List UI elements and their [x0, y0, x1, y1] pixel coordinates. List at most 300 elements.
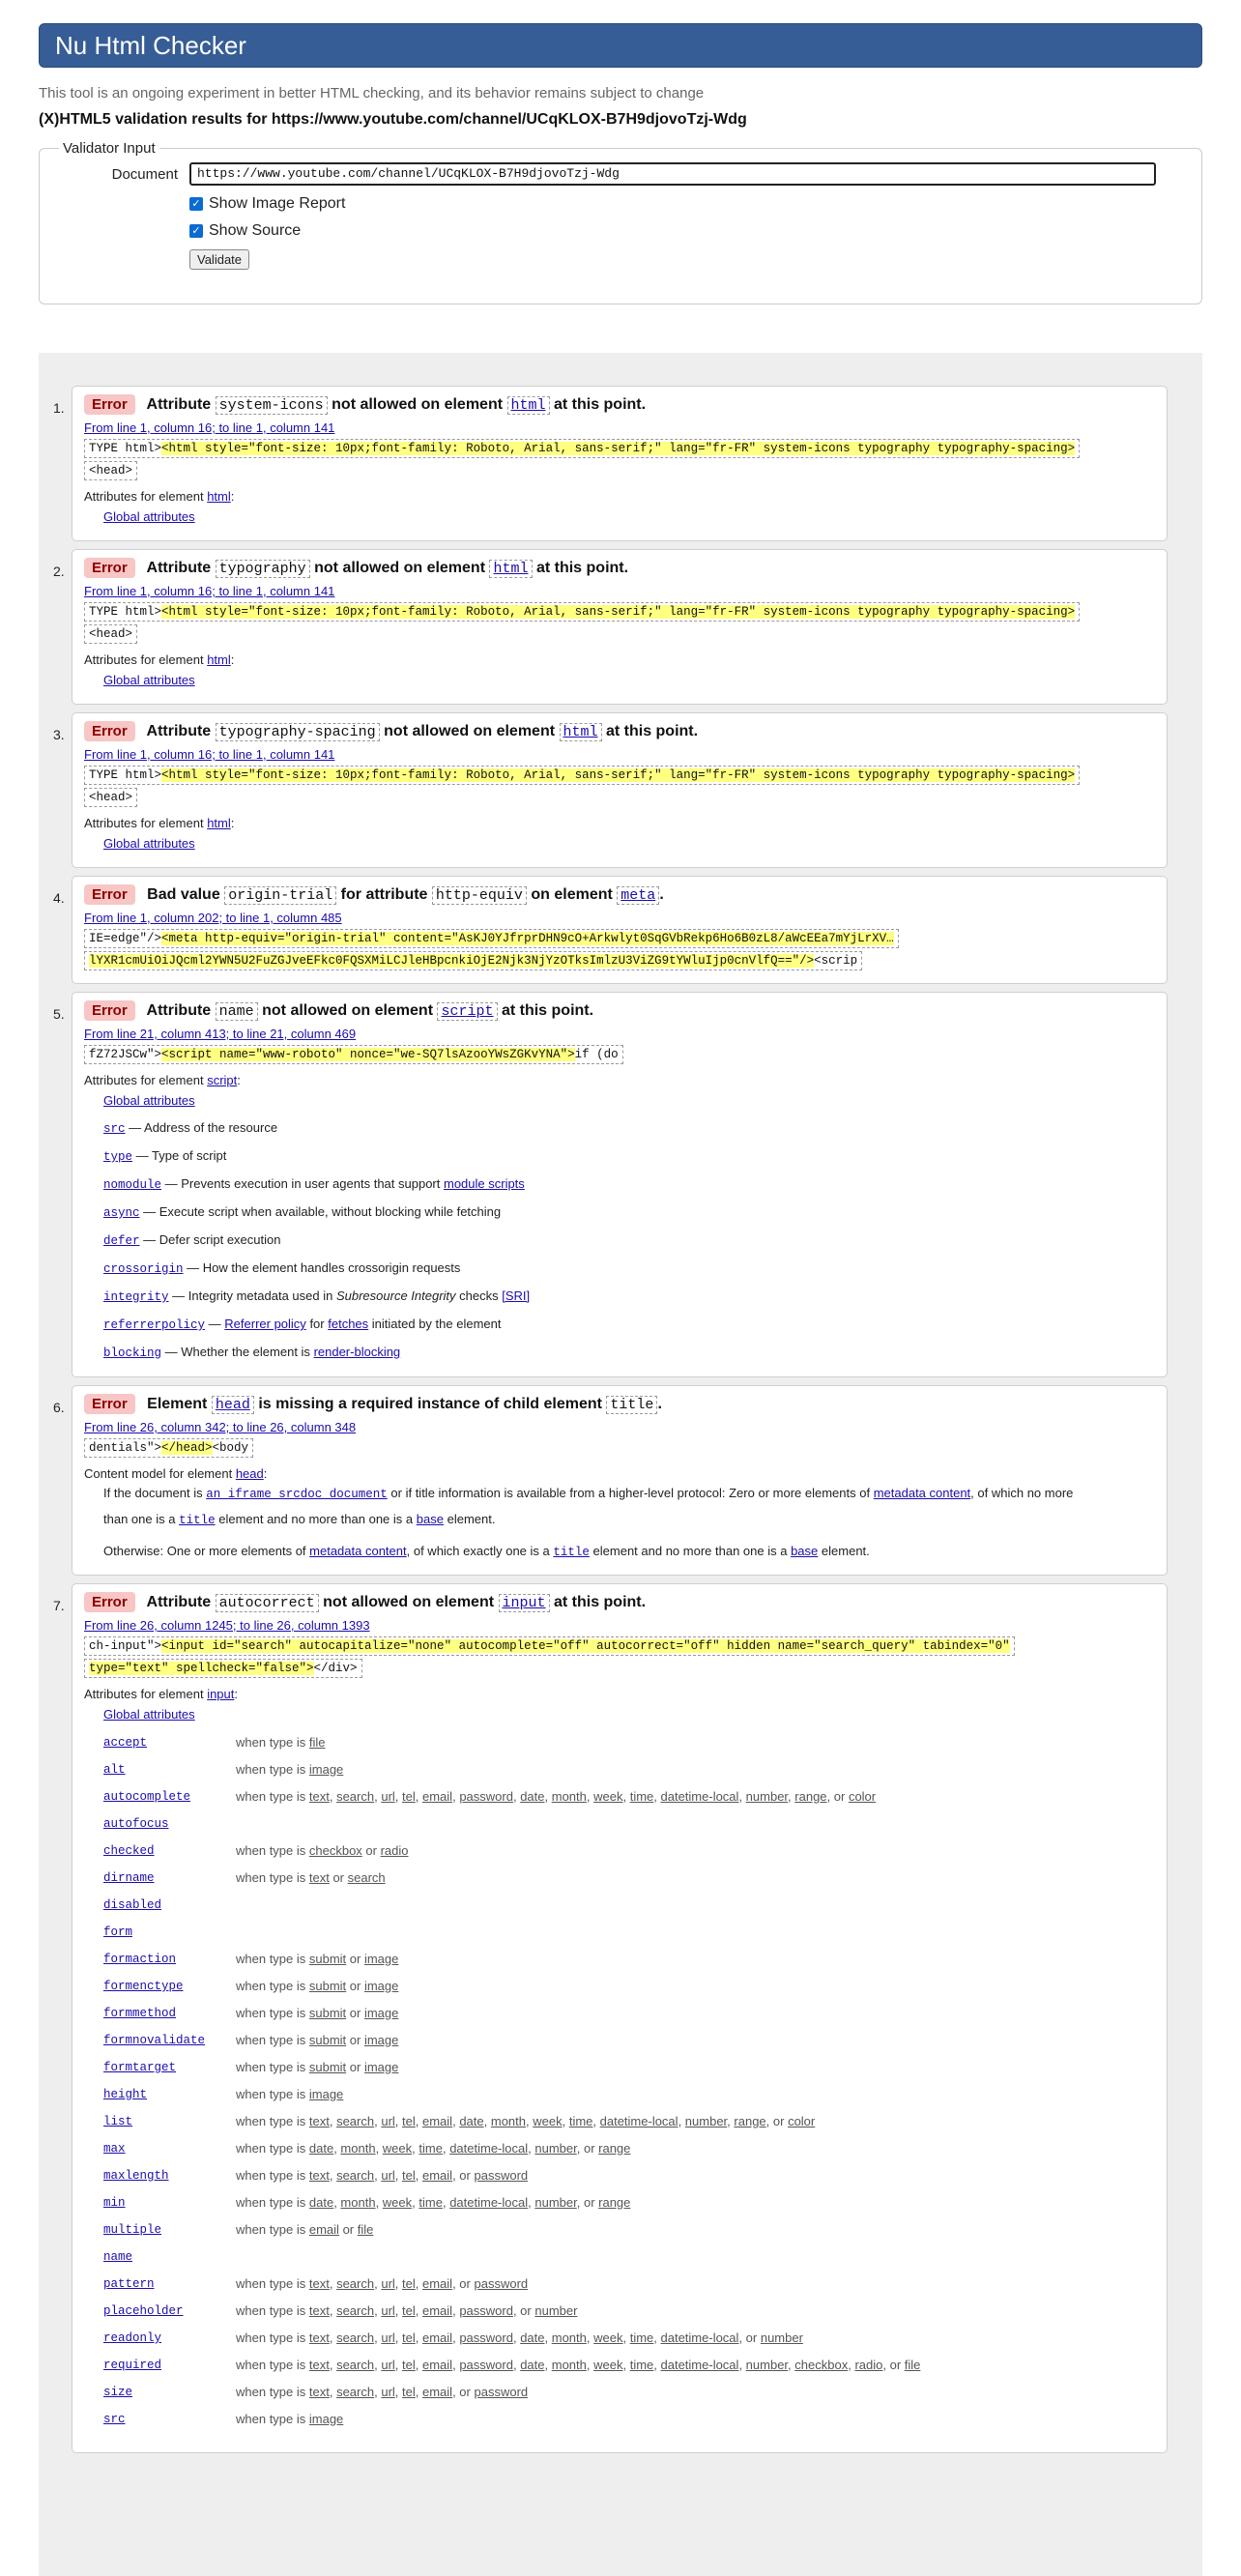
type-link[interactable]: url	[381, 2167, 395, 2183]
location-link[interactable]: From line 1, column 16; to line 1, column 141	[84, 584, 335, 598]
attr-link[interactable]: required	[103, 2359, 162, 2372]
content-model-heading: Content model for element head:	[84, 1466, 268, 1481]
type-link[interactable]: url	[381, 2330, 395, 2345]
source-extract: dentials"></head><body	[84, 1438, 253, 1458]
type-link[interactable]: time	[629, 2330, 654, 2345]
attr-link[interactable]: type	[103, 1150, 133, 1164]
error-badge: Error	[84, 394, 135, 415]
attr-row-formtarget: formtarget when type is submit or image	[103, 2059, 399, 2074]
type-link[interactable]: date	[520, 1788, 545, 1804]
attr-link[interactable]: crossorigin	[103, 1262, 184, 1276]
type-link[interactable]: range	[598, 2194, 631, 2210]
attr-link[interactable]: defer	[103, 1234, 140, 1248]
global-attributes-link[interactable]: Global attributes	[103, 509, 195, 524]
attr-link[interactable]: multiple	[103, 2223, 162, 2237]
show-source-label: Show Source	[209, 222, 302, 239]
type-link[interactable]: range	[734, 2113, 766, 2128]
element-link[interactable]: input	[502, 1595, 546, 1611]
message-4: 4. Error Bad value origin-trial for attribute http-equiv on element meta . From line 1, column 202; to line 1, column 485 IE=edge"/><meta http-equiv="origin-trial" content="AsKJ0YJfrprDHN9cO+Arkwlyt0SqGVbRekp6Ho6B0zL8/aWcEEa7mYjLrXV… lYXR1cmUiOiJQcml2YWN5U2FuZGJveEFkc0FQSXMiLCJleHBpcnkiOjE2Njk3NjYzOTksImlzU3ViZG9tYWluIjp0cnVlfQ=="/><scrip	[72, 876, 1168, 984]
type-link[interactable]: checkbox	[794, 2357, 849, 2372]
type-link[interactable]: tel	[402, 2167, 416, 2183]
attribute-code: typography-spacing	[216, 723, 380, 741]
attr-link[interactable]: max	[103, 2142, 126, 2156]
type-link[interactable]: text	[308, 2302, 330, 2318]
attr-row-name	[103, 2243, 1155, 2270]
attr-row-max: max when type is date, month, week, time, datetime-local, number, or range	[103, 2140, 631, 2156]
attr-link[interactable]: formtarget	[103, 2061, 177, 2074]
attributes-for-element: Attributes for element html:	[84, 489, 235, 504]
type-link[interactable]: number	[534, 2302, 578, 2318]
sri-link[interactable]: [SRI]	[502, 1288, 531, 1303]
attr-link[interactable]: alt	[103, 1763, 126, 1777]
attr-link[interactable]: formnovalidate	[103, 2034, 206, 2047]
message-5	[53, 992, 1168, 1377]
message-text: at this point.	[553, 1594, 647, 1610]
attr-link[interactable]: src	[103, 2413, 126, 2426]
type-link[interactable]: password	[474, 2384, 529, 2399]
type-link[interactable]: email	[422, 2113, 453, 2128]
type-link[interactable]: date	[520, 2357, 545, 2372]
attributes-for-element: Attributes for element html:	[84, 816, 235, 830]
attr-link[interactable]: readonly	[103, 2331, 162, 2345]
attr-row-alt: alt when type is image	[103, 1761, 344, 1777]
attr-link[interactable]: min	[103, 2196, 126, 2210]
type-link[interactable]: email	[422, 2330, 453, 2345]
global-attributes-link[interactable]: Global attributes	[103, 1093, 195, 1108]
type-link[interactable]: tel	[402, 2113, 416, 2128]
message-6: 6. Error Element head is missing a required instance of child element title . From line 26, column 342; to line 26, column 348 dentials"></head><body Content model for element head: If the document is an iframe srcdoc document or if title information is available from a higher-level protocol: Zero or more elements of metadata content, of which no more than one is a title element and no more than one is a base element. Otherwise: One or more elements of metadata content, of which exactly one is a title element and no more than one is a base element.	[72, 1385, 1168, 1576]
type-link[interactable]: time	[418, 2140, 443, 2156]
attr-row-referrerpolicy: referrerpolicy — Referrer policy for fetches initiated by the element	[103, 1317, 502, 1332]
attr-link[interactable]: pattern	[103, 2277, 155, 2291]
value-code: origin-trial	[224, 886, 336, 905]
module-scripts-link[interactable]: module scripts	[443, 1176, 525, 1191]
type-link[interactable]: file	[308, 1734, 326, 1750]
type-link[interactable]: search	[336, 2302, 375, 2318]
attr-row-form	[103, 1918, 1155, 1945]
type-link[interactable]: url	[381, 2302, 395, 2318]
location-link[interactable]: From line 1, column 202; to line 1, column 485	[84, 911, 342, 925]
message-text: not allowed on element	[332, 396, 504, 413]
message-2	[53, 549, 1168, 705]
attr-row-required: required when type is text, search, url, tel, email, password, date, month, week, time, datetime-local, number, checkbox, radio, or file	[103, 2357, 921, 2372]
attr-row-accept: accept when type is file	[103, 1734, 326, 1750]
type-link[interactable]: number	[745, 1788, 789, 1804]
attr-row-integrity: integrity — Integrity metadata used in Subresource Integrity checks [SRI]	[103, 1288, 531, 1304]
attr-row-dirname: dirname when type is text or search	[103, 1869, 386, 1885]
type-link[interactable]: week	[593, 2330, 623, 2345]
location-link[interactable]: From line 21, column 413; to line 21, column 469	[84, 1027, 357, 1041]
element-link[interactable]: html	[563, 724, 598, 740]
content-model-text-2: Otherwise: One or more elements of metadata content, of which exactly one is a title element and no more than one is a base element.	[103, 1544, 870, 1559]
attr-row-defer: defer — Defer script execution	[103, 1232, 281, 1248]
type-link[interactable]: email	[422, 1788, 453, 1804]
type-link[interactable]: submit	[308, 2032, 347, 2047]
type-link[interactable]: image	[363, 2032, 399, 2047]
message-text: Bad value	[147, 886, 220, 903]
type-link[interactable]: file	[357, 2221, 374, 2237]
error-badge: Error	[84, 1394, 135, 1414]
title-link[interactable]: title	[553, 1546, 590, 1559]
attr-link[interactable]: blocking	[103, 1346, 162, 1360]
message-number: 6.	[53, 1400, 65, 1415]
type-link[interactable]: password	[459, 2302, 513, 2318]
type-link[interactable]: search	[336, 2275, 375, 2291]
element-link[interactable]: html	[207, 816, 231, 830]
attr-link[interactable]: checked	[103, 1844, 155, 1858]
intro-text: This tool is an ongoing experiment in better HTML checking, and its behavior remains subject to change	[39, 85, 705, 101]
render-blocking-link[interactable]: render-blocking	[313, 1345, 401, 1359]
type-link[interactable]: search	[336, 2357, 375, 2372]
attr-row-async: async — Execute script when available, without blocking while fetching	[103, 1204, 502, 1220]
message-text: Element	[147, 1396, 208, 1412]
element-link[interactable]: meta	[620, 887, 656, 904]
error-badge: Error	[84, 721, 135, 741]
attr-link[interactable]: form	[103, 1925, 133, 1939]
type-link[interactable]: tel	[402, 1788, 416, 1804]
type-link[interactable]: month	[490, 2113, 526, 2128]
attr-row-blocking: blocking — Whether the element is render-blocking	[103, 1345, 401, 1360]
type-link[interactable]: number	[760, 2330, 803, 2345]
attr-link[interactable]: integrity	[103, 1290, 169, 1304]
title-link[interactable]: title	[179, 1514, 216, 1527]
global-attributes-link[interactable]: Global attributes	[103, 1707, 195, 1722]
fetches-link[interactable]: fetches	[328, 1317, 369, 1331]
message-text: Attribute	[146, 396, 212, 413]
attr-link[interactable]: list	[103, 2115, 133, 2128]
message-3	[53, 712, 1168, 868]
type-link[interactable]: color	[848, 1788, 877, 1804]
show-image-report-label: Show Image Report	[209, 195, 346, 212]
attr-row-size: size when type is text, search, url, tel, email, or password	[103, 2384, 529, 2399]
type-link[interactable]: text	[308, 2384, 330, 2399]
type-link[interactable]: email	[422, 2357, 453, 2372]
type-link[interactable]: search	[336, 2330, 375, 2345]
type-link[interactable]: range	[598, 2140, 631, 2156]
message-text: at this point.	[605, 723, 699, 739]
attr-link[interactable]: size	[103, 2386, 133, 2399]
show-source-option[interactable]	[189, 222, 1182, 240]
message-number: 1.	[53, 400, 65, 416]
message-text: Attribute	[146, 1594, 212, 1610]
attr-row-src: src — Address of the resource	[103, 1120, 278, 1136]
global-attributes-link[interactable]: Global attributes	[103, 836, 195, 851]
type-link[interactable]: search	[336, 1788, 375, 1804]
attr-row-placeholder: placeholder when type is text, search, url, tel, email, password, or number	[103, 2302, 578, 2318]
type-link[interactable]: text	[308, 2357, 330, 2372]
attr-link[interactable]: formmethod	[103, 2007, 177, 2020]
error-badge: Error	[84, 884, 135, 905]
type-link[interactable]: radio	[854, 2357, 883, 2372]
type-link[interactable]: week	[382, 2140, 413, 2156]
error-badge: Error	[84, 1592, 135, 1612]
type-link[interactable]: search	[336, 2167, 375, 2183]
source-extract: TYPE html><html style="font-size: 10px;font-family: Roboto, Arial, sans-serif;" lang="fr-FR" system-icons typography typography-spacing>	[84, 439, 1080, 458]
attr-row-src: src when type is image	[103, 2411, 344, 2426]
type-link[interactable]: image	[363, 2059, 399, 2074]
location-link[interactable]: From line 1, column 16; to line 1, column 141	[84, 420, 335, 435]
type-link[interactable]: image	[363, 1951, 399, 1966]
type-link[interactable]: datetime-local	[449, 2140, 529, 2156]
message-text: on element	[531, 886, 613, 903]
attr-row-formenctype: formenctype when type is submit or image	[103, 1978, 399, 1993]
location-link[interactable]: From line 26, column 342; to line 26, column 348	[84, 1420, 357, 1434]
validate-button[interactable]: Validate	[189, 249, 249, 270]
metadata-content-link[interactable]: metadata content	[309, 1544, 407, 1558]
referrer-policy-link[interactable]: Referrer policy	[224, 1317, 306, 1331]
attr-link[interactable]: height	[103, 2088, 148, 2101]
type-link[interactable]: datetime-local	[660, 1788, 739, 1804]
type-link[interactable]: time	[629, 1788, 654, 1804]
attr-row-autofocus	[103, 1809, 1155, 1837]
content-model-text-1: If the document is an iframe srcdoc document or if title information is available from a higher-level protocol: Zero or more elements of metadata content, of which no more than one is a title element and no more than one is a base element.	[103, 1486, 1074, 1527]
type-link[interactable]: week	[593, 1788, 623, 1804]
type-link[interactable]: radio	[380, 1842, 409, 1858]
type-link[interactable]: date	[520, 2330, 545, 2345]
attribute-code: name	[216, 1002, 258, 1021]
type-link[interactable]: number	[745, 2357, 789, 2372]
attributes-for-element: Attributes for element input:	[84, 1687, 239, 1701]
message-text: at this point.	[501, 1002, 594, 1019]
attribute-code: autocorrect	[216, 1594, 319, 1612]
source-extract: fZ72JSCw"><script name="www-roboto" nonce="we-SQ7lsAzooYWsZGKvYNA">if (do	[84, 1045, 623, 1064]
type-link[interactable]: file	[904, 2357, 921, 2372]
global-attributes-link[interactable]: Global attributes	[103, 673, 195, 687]
element-link[interactable]: html	[510, 397, 546, 414]
attr-row-nomodule: nomodule — Prevents execution in user agents that support module scripts	[103, 1176, 525, 1192]
attr-row-list: list when type is text, search, url, tel, email, date, month, week, time, datetime-local, number, range, or color	[103, 2113, 816, 2128]
type-link[interactable]: tel	[402, 2302, 416, 2318]
attr-row-readonly: readonly when type is text, search, url, tel, email, password, date, month, week, time, datetime-local, or number	[103, 2330, 803, 2345]
element-link[interactable]: head	[235, 1466, 264, 1481]
type-link[interactable]: tel	[402, 2330, 416, 2345]
type-link[interactable]: number	[534, 2140, 577, 2156]
document-url-input[interactable]: https://www.youtube.com/channel/UCqKLOX-B7H9djovoTzj-Wdg	[189, 162, 1156, 186]
type-link[interactable]: number	[534, 2194, 577, 2210]
attr-row-maxlength: maxlength when type is text, search, url, tel, email, or password	[103, 2167, 529, 2183]
show-image-report-checkbox[interactable]: ✓	[189, 197, 203, 211]
page-title: Nu Html Checker	[55, 30, 246, 60]
type-link[interactable]: submit	[308, 1978, 347, 1993]
type-link[interactable]: text	[308, 2275, 330, 2291]
type-link[interactable]: password	[474, 2275, 529, 2291]
attr-row-multiple: multiple when type is email or file	[103, 2221, 374, 2237]
location-link[interactable]: From line 1, column 16; to line 1, column 141	[84, 747, 335, 762]
message-text: not allowed on element	[384, 723, 556, 739]
type-link[interactable]: date	[308, 2194, 334, 2210]
type-link[interactable]: image	[308, 1761, 344, 1777]
attr-link[interactable]: autofocus	[103, 1817, 169, 1831]
base-link[interactable]: base	[791, 1544, 819, 1558]
attribute-code: http-equiv	[432, 886, 527, 905]
attribute-code: typography	[216, 560, 310, 578]
attr-link[interactable]: accept	[103, 1736, 148, 1750]
element-link[interactable]: head	[215, 1397, 250, 1413]
attr-link[interactable]: referrerpolicy	[103, 1318, 206, 1332]
source-extract-line2: lYXR1cmUiOiJQcml2YWN5U2FuZGJveEFkc0FQSXMiLCJleHBpcnkiOjE2Njk3NjYzOTksImlzU3ViZG9tYWluIjp0cnVlfQ=="/><scrip	[84, 951, 862, 970]
type-link[interactable]: tel	[402, 2384, 416, 2399]
attr-row-formmethod: formmethod when type is submit or image	[103, 2005, 399, 2020]
element-link[interactable]: script	[441, 1003, 494, 1020]
type-link[interactable]: week	[382, 2194, 413, 2210]
attr-link[interactable]: dirname	[103, 1871, 155, 1885]
type-link[interactable]: password	[474, 2167, 529, 2183]
type-link[interactable]: time	[568, 2113, 593, 2128]
iframe-srcdoc-link[interactable]: an iframe srcdoc document	[206, 1488, 388, 1501]
message-text: at this point.	[553, 396, 647, 413]
attr-row-height: height when type is image	[103, 2086, 344, 2101]
type-link[interactable]: email	[422, 2167, 453, 2183]
error-badge: Error	[84, 1000, 135, 1021]
attr-link[interactable]: placeholder	[103, 2304, 184, 2318]
base-link[interactable]: base	[416, 1512, 444, 1526]
message-text: not allowed on element	[314, 560, 486, 576]
type-link[interactable]: url	[381, 2113, 395, 2128]
type-link[interactable]: month	[551, 2330, 587, 2345]
source-extract: TYPE html><html style="font-size: 10px;font-family: Roboto, Arial, sans-serif;" lang="fr-FR" system-icons typography typography-spacing>	[84, 766, 1080, 785]
type-link[interactable]: datetime-local	[660, 2357, 739, 2372]
show-image-report-option[interactable]	[189, 195, 1182, 213]
type-link[interactable]: image	[363, 1978, 399, 1993]
type-link[interactable]: range	[794, 1788, 827, 1804]
type-link[interactable]: month	[551, 2357, 587, 2372]
type-link[interactable]: submit	[308, 2059, 347, 2074]
type-link[interactable]: image	[363, 2005, 399, 2020]
source-extract-line2: <head>	[84, 624, 137, 644]
type-link[interactable]: datetime-local	[449, 2194, 529, 2210]
type-link[interactable]: datetime-local	[660, 2330, 739, 2345]
type-link[interactable]: password	[459, 1788, 513, 1804]
attr-link[interactable]: autocomplete	[103, 1790, 191, 1804]
source-extract: IE=edge"/><meta http-equiv="origin-trial" content="AsKJ0YJfrprDHN9cO+Arkwlyt0SqGVbRekp6Ho6B0zL8/aWcEEa7mYjLrXV…	[84, 929, 899, 948]
source-extract-line2: <head>	[84, 788, 137, 807]
type-link[interactable]: text	[308, 1788, 330, 1804]
message-1	[53, 386, 1168, 541]
location-link[interactable]: From line 26, column 1245; to line 26, column 1393	[84, 1618, 370, 1633]
source-extract: ch-input"><input id="search" autocapitalize="none" autocomplete="off" autocorrect="off" hidden name="search_query" tabindex="0"	[84, 1636, 1015, 1656]
type-link[interactable]: email	[422, 2275, 453, 2291]
type-link[interactable]: month	[340, 2140, 376, 2156]
type-link[interactable]: url	[381, 1788, 395, 1804]
type-link[interactable]: search	[336, 2384, 375, 2399]
type-link[interactable]: email	[422, 2384, 453, 2399]
attr-link[interactable]: name	[103, 2250, 133, 2264]
attr-link[interactable]: nomodule	[103, 1178, 162, 1192]
type-link[interactable]: image	[308, 2086, 344, 2101]
type-link[interactable]: image	[308, 2411, 344, 2426]
message-7	[53, 1583, 1168, 2453]
type-link[interactable]: date	[459, 2113, 484, 2128]
attr-row-formaction: formaction when type is submit or image	[103, 1951, 399, 1966]
type-link[interactable]: submit	[308, 2005, 347, 2020]
type-link[interactable]: url	[381, 2275, 395, 2291]
attr-row-type: type — Type of script	[103, 1148, 227, 1164]
type-link[interactable]: tel	[402, 2275, 416, 2291]
message-text: Attribute	[146, 723, 212, 739]
validator-input-fieldset	[39, 140, 1202, 304]
type-link[interactable]: email	[422, 2302, 453, 2318]
metadata-content-link[interactable]: metadata content	[873, 1486, 971, 1500]
attr-row-min: min when type is date, month, week, time, datetime-local, number, or range	[103, 2194, 631, 2210]
type-link[interactable]: week	[533, 2113, 563, 2128]
show-source-checkbox[interactable]: ✓	[189, 224, 203, 238]
type-link[interactable]: text	[308, 2113, 330, 2128]
type-link[interactable]: month	[551, 1788, 587, 1804]
attr-link[interactable]: src	[103, 1122, 126, 1136]
message-number: 7.	[53, 1598, 65, 1613]
message-text: Attribute	[146, 1002, 212, 1019]
validator-input-legend: Validator Input	[63, 140, 156, 157]
results-heading: (X)HTML5 validation results for https://www.youtube.com/channel/UCqKLOX-B7H9djovoTzj-Wdg	[39, 111, 747, 128]
type-link[interactable]: url	[381, 2384, 395, 2399]
message-number: 5.	[53, 1006, 65, 1022]
attr-row-disabled	[103, 1891, 1155, 1918]
message-number: 3.	[53, 727, 65, 742]
type-link[interactable]: tel	[402, 2357, 416, 2372]
attributes-for-element: Attributes for element html:	[84, 652, 235, 667]
attr-row-crossorigin: crossorigin — How the element handles crossorigin requests	[103, 1260, 461, 1276]
message-text: is missing a required instance of child element	[258, 1396, 602, 1412]
type-link[interactable]: search	[336, 2113, 375, 2128]
message-number: 4.	[53, 890, 65, 906]
attr-row-pattern: pattern when type is text, search, url, tel, email, or password	[103, 2275, 529, 2291]
element-link[interactable]: input	[207, 1687, 235, 1701]
type-link[interactable]: color	[788, 2113, 816, 2128]
type-link[interactable]: month	[340, 2194, 376, 2210]
element-link[interactable]: html	[493, 561, 529, 577]
type-link[interactable]: text	[308, 2330, 330, 2345]
type-link[interactable]: search	[347, 1869, 386, 1885]
type-link[interactable]: email	[308, 2221, 339, 2237]
source-extract: TYPE html><html style="font-size: 10px;font-family: Roboto, Arial, sans-serif;" lang="fr-FR" system-icons typography typography-spacing>	[84, 602, 1080, 622]
attr-link[interactable]: disabled	[103, 1898, 162, 1912]
type-link[interactable]: url	[381, 2357, 395, 2372]
source-extract-line2: type="text" spellcheck="false"></div>	[84, 1659, 362, 1678]
type-link[interactable]: week	[593, 2357, 623, 2372]
attr-link[interactable]: formaction	[103, 1953, 177, 1966]
error-badge: Error	[84, 558, 135, 578]
type-link[interactable]: time	[629, 2357, 654, 2372]
attributes-for-element: Attributes for element script:	[84, 1073, 241, 1087]
type-link[interactable]: datetime-local	[599, 2113, 678, 2128]
attr-link[interactable]: async	[103, 1206, 140, 1220]
attr-row-formnovalidate: formnovalidate when type is submit or image	[103, 2032, 399, 2047]
document-label: Document	[111, 165, 178, 183]
attr-row-checked: checked when type is checkbox or radio	[103, 1842, 409, 1858]
element-link[interactable]: html	[207, 489, 231, 504]
type-link[interactable]: date	[308, 2140, 334, 2156]
type-link[interactable]: submit	[308, 1951, 347, 1966]
type-link[interactable]: number	[684, 2113, 728, 2128]
input-attributes-table	[84, 1728, 1155, 2432]
message-number: 2.	[53, 564, 65, 579]
type-link[interactable]: time	[418, 2194, 443, 2210]
type-link[interactable]: text	[308, 2167, 330, 2183]
results-list	[39, 353, 1202, 2576]
attribute-code: system-icons	[216, 396, 328, 415]
type-link[interactable]: password	[459, 2357, 513, 2372]
element-link[interactable]: html	[207, 652, 231, 667]
attr-link[interactable]: maxlength	[103, 2169, 169, 2183]
child-element-code: title	[606, 1396, 657, 1414]
message-text: for attribute	[340, 886, 428, 903]
type-link[interactable]: password	[459, 2330, 513, 2345]
attr-link[interactable]: formenctype	[103, 1980, 184, 1993]
type-link[interactable]: text	[308, 1869, 330, 1885]
element-link[interactable]: script	[207, 1073, 238, 1087]
type-link[interactable]: checkbox	[308, 1842, 362, 1858]
message-text: Attribute	[146, 560, 212, 576]
